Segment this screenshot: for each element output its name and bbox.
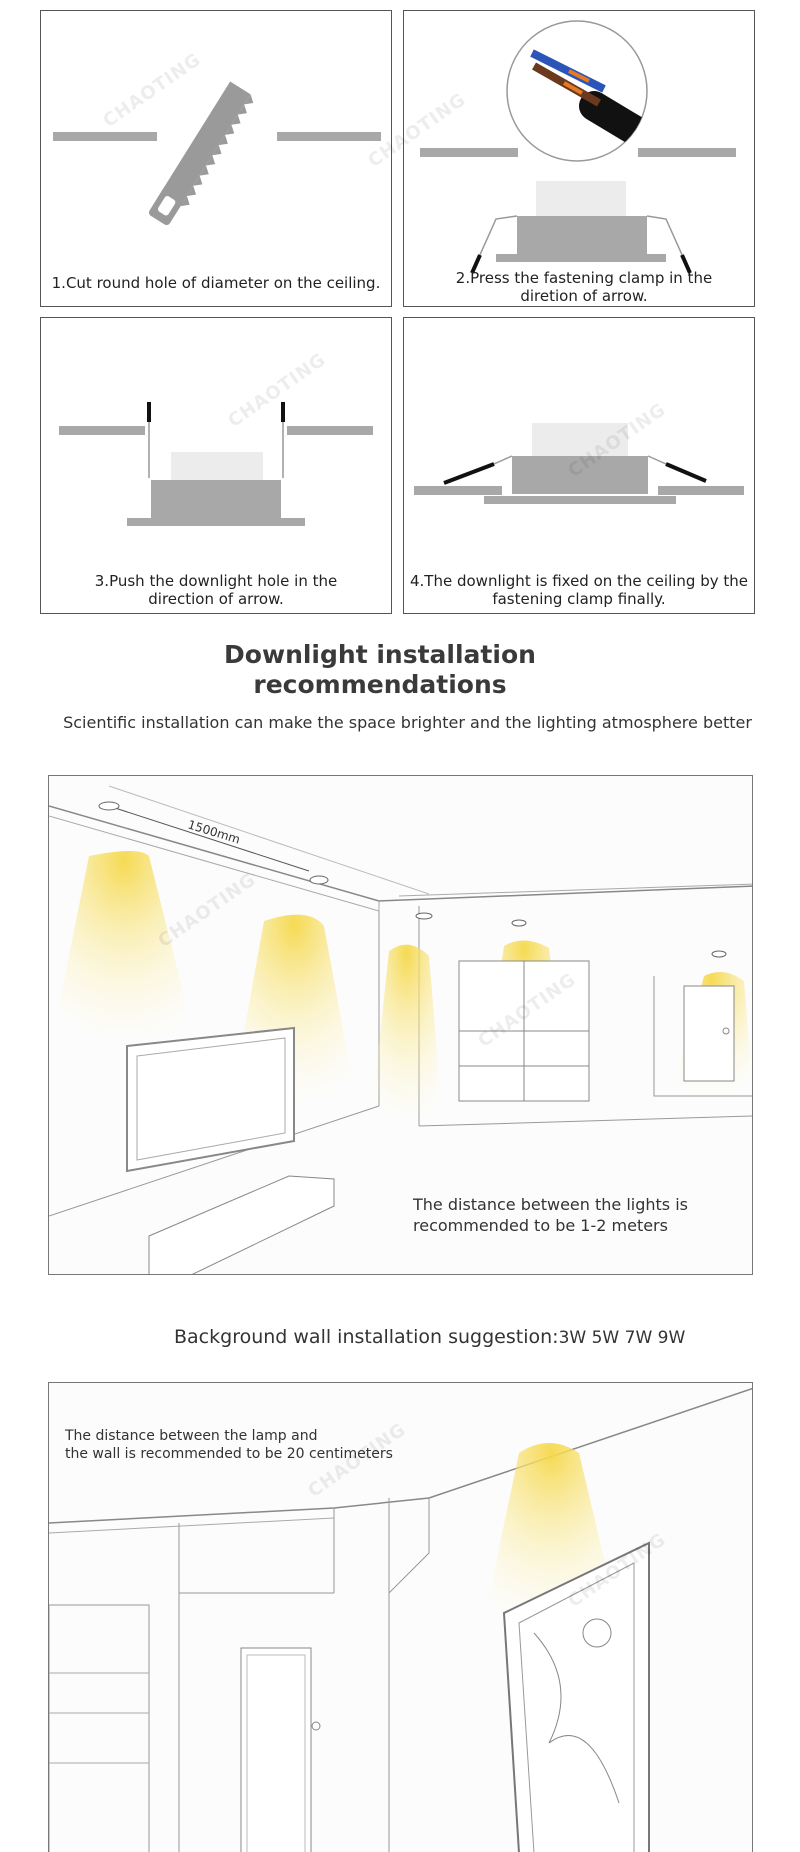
driver-box [171,452,263,480]
step-4-caption: 4.The downlight is fixed on the ceiling by the fastening clamp finally. [410,572,748,608]
ceiling-left [53,132,157,141]
background-wall-illustration [48,1382,753,1852]
step-3-panel [40,317,392,614]
downlight-body [517,216,647,254]
step-4-illustration [404,318,754,613]
clamp-arrow-left [444,464,494,483]
downlight-icon [712,951,726,957]
downlight-body [512,456,648,494]
recommendations-title-line2: recommendations [253,670,507,699]
step-2-caption: 2.Press the fastening clamp in the diretion of arrow. [455,269,713,305]
step-2-panel [403,10,755,307]
downlight-body [151,480,281,518]
background-wall-title-text: Background wall installation suggestion: [174,1326,559,1348]
room-note-line2: recommended to be 1-2 meters [413,1216,668,1235]
room-note-line1: The distance between the lights is [413,1195,689,1214]
door-icon [241,1648,311,1852]
saw-icon [147,81,256,230]
step-2-illustration [404,11,754,306]
tv-icon [127,1028,294,1171]
wall-note [65,1427,393,1463]
step-3-illustration [41,318,391,613]
wattage-options: 3W 5W 7W 9W [558,1328,686,1348]
clamp-arrow-right [666,464,706,481]
step-3-caption: 3.Push the downlight hole in the direction of arrow. [94,572,338,608]
background-wall-title [174,1326,685,1348]
step-1-caption: 1.Cut round hole of diameter on the ceiling. [51,274,381,292]
recommendations-subtitle: Scientific installation can make the space brighter and the lighting atmosphere better [63,713,752,732]
room-illustration [48,775,753,1275]
step-4-panel [403,317,755,614]
downlight-icon [416,913,432,919]
wall-note-line1: The distance between the lamp and [65,1428,318,1444]
ceiling-right [277,132,381,141]
downlight-icon [99,802,119,810]
downlight-icon [310,876,328,884]
step-1-panel [40,10,392,307]
wall-note-line2: the wall is recommended to be 20 centimeters [65,1446,393,1462]
step-1-illustration [41,11,391,306]
dimension-label: 1500mm [186,817,242,847]
driver-box [532,423,628,456]
downlight-icon [512,920,526,926]
room-note [413,1194,688,1236]
recommendations-title-line1: Downlight installation [224,640,536,669]
driver-box [536,181,626,216]
